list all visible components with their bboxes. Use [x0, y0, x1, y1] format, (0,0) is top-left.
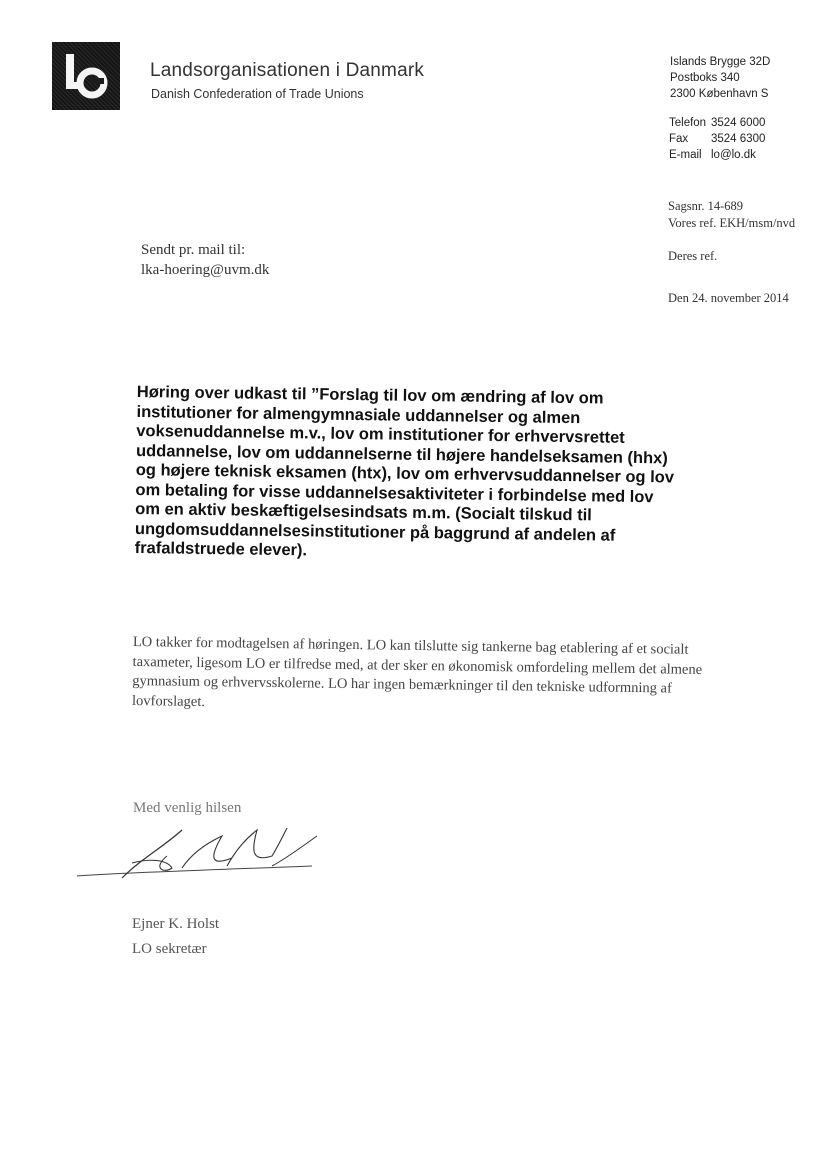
address-block	[670, 54, 770, 102]
handwritten-signature	[72, 818, 342, 893]
address-street: Islands Brygge 32D	[670, 56, 771, 68]
our-ref: Vores ref. EKH/msm/nvd	[668, 216, 796, 230]
closing-greeting: Med venlig hilsen	[133, 800, 242, 816]
lo-logo	[52, 42, 120, 110]
org-subtitle: Danish Confederation of Trade Unions	[151, 87, 364, 101]
email-row	[669, 147, 765, 163]
letter-subject: Høring over udkast til ”Forslag til lov om ændring af lov om institutioner for almengymnasiale uddannelser og almen voksenuddannelse m.v., lov om institutioner for erhvervsrettet uddannelse, lov om uddannelserne til højere handelseksamen (hhx) og højere teknisk eksamen (htx), lov om erhvervsuddannelser og lov om betaling for visse uddannelsesaktiviteter i forbindelse med lov om en aktiv beskæftigelsesindsats m.m. (Socialt tilskud til ungdomsuddannelsesinstitutioner på baggrund af andelen af frafaldstruede elever).	[134, 383, 675, 560]
fax-value: 3524 6300	[711, 133, 766, 145]
recipient-email[interactable]: lka-hoering@uvm.dk	[141, 262, 270, 278]
contact-block	[669, 115, 765, 163]
case-number: Sagsnr. 14-689	[668, 199, 743, 213]
letter-date: Den 24. november 2014	[668, 291, 789, 305]
org-name: Landsorganisationen i Danmark	[150, 60, 425, 81]
letter-body: LO takker for modtagelsen af høringen. LO kan tilslutte sig tankerne bag etablering af et socialt taxameter, ligesom LO er tilfredse med, at der sker en økonomisk omfordeling mellem det almene gymnasium og erhvervsskolerne. LO har ingen bemærkninger til den tekniske udformning af lovforslaget.	[131, 633, 703, 710]
phone-row	[669, 115, 765, 131]
email-label: E-mail	[669, 149, 702, 161]
signer-name: Ejner K. Holst	[132, 916, 220, 932]
signer-title: LO sekretær	[132, 941, 207, 957]
address-city: 2300 København S	[670, 88, 769, 100]
recipient-label: Sendt pr. mail til:	[141, 242, 246, 258]
address-pobox: Postboks 340	[670, 72, 740, 84]
fax-label: Fax	[669, 133, 689, 145]
recipient-block	[141, 240, 269, 280]
phone-value: 3524 6000	[711, 117, 766, 129]
signer-block	[132, 912, 219, 962]
lo-logo-icon	[52, 42, 120, 110]
your-ref: Deres ref.	[668, 249, 718, 263]
phone-label: Telefon	[669, 117, 707, 129]
fax-row	[669, 131, 765, 147]
email-value[interactable]: lo@lo.dk	[711, 149, 756, 161]
